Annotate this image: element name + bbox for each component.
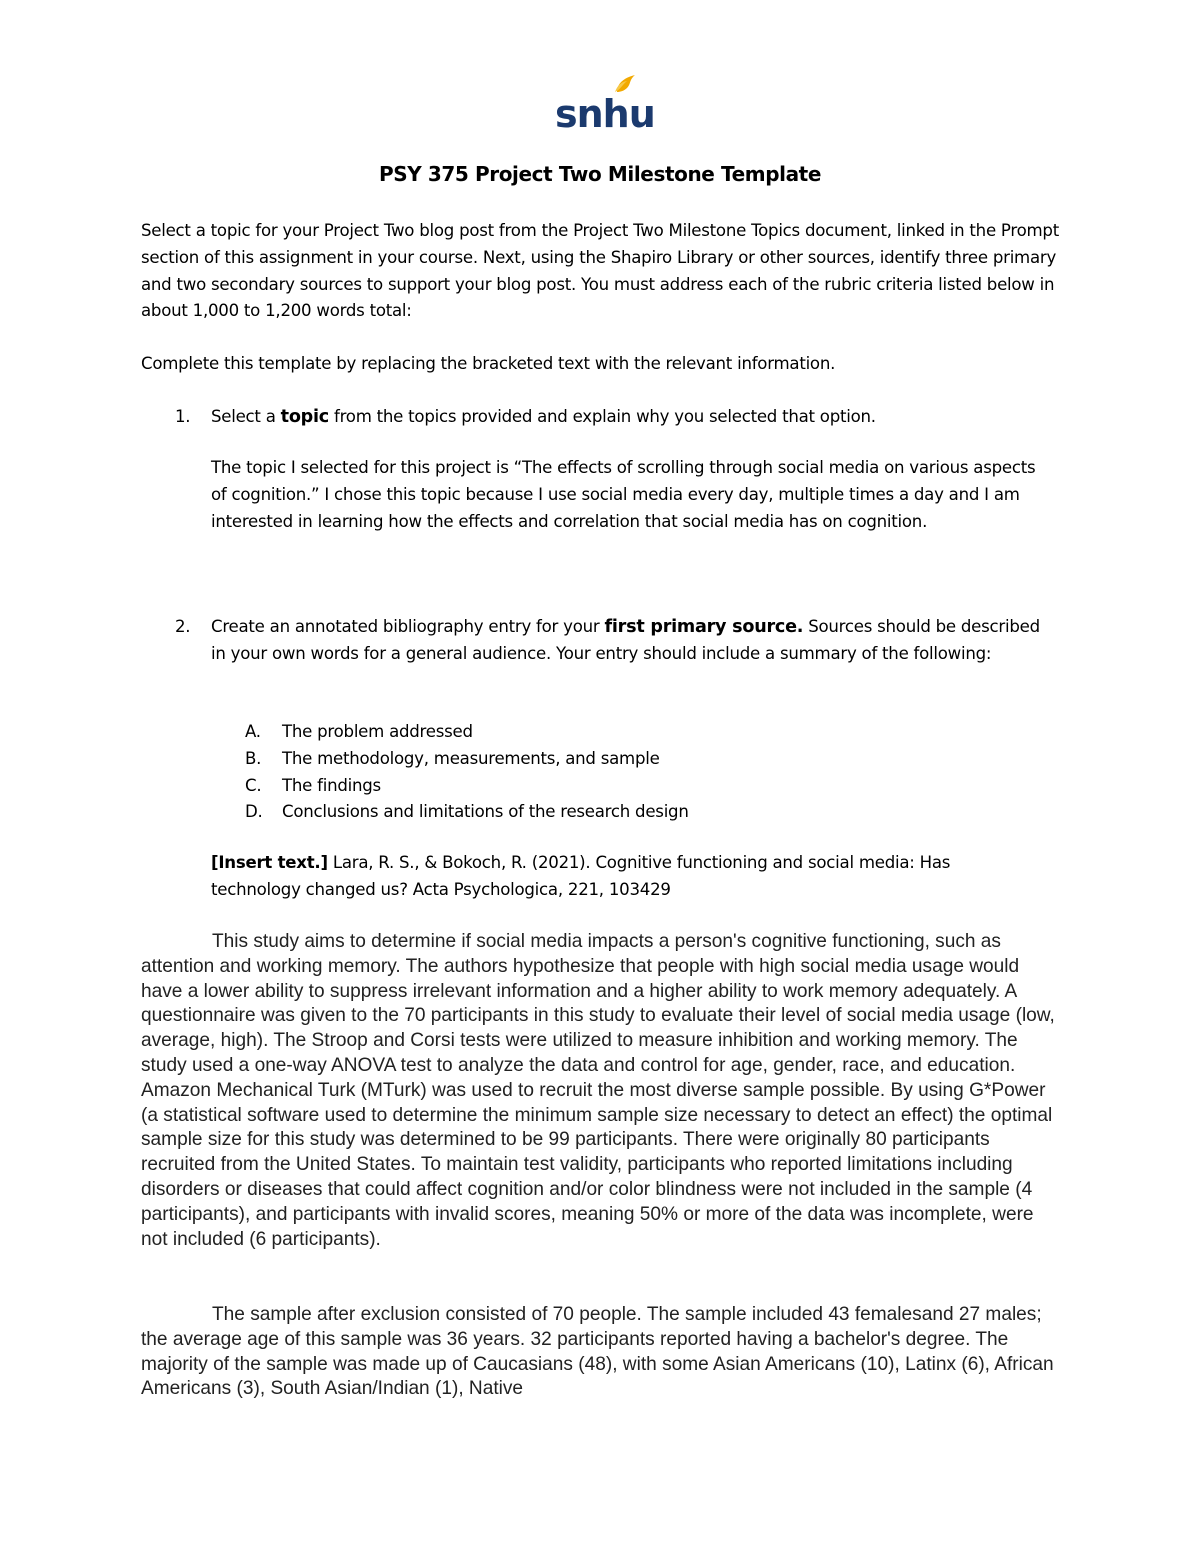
item-2-prompt [211,614,1041,668]
list-item: A. The problem addressed [245,722,473,741]
list-item: D. Conclusions and limitations of the research design [245,802,689,822]
citation-text: Lara, R. S., & Bokoch, R. (2021). Cognitive functioning and social media: Has technology changed us? Acta Psychologica, 221, 103429 [211,853,951,899]
intro-paragraph: Select a topic for your Project Two blog post from the Project Two Milestone Topics document, linked in the Prompt section of this assignment in your course. Next, using the Shapiro Library or other sources, identify three primary and two secondary sources to support your blog post. You must address each of the rubric criteria listed below in about 1,000 to 1,200 words total: [141,221,1059,321]
citation-placeholder: [Insert text.] [211,853,328,872]
item-1-prefix: Select a [211,407,281,426]
item-1-bold: topic [280,407,329,427]
citation [211,850,1011,904]
item-2-prefix: Create an annotated bibliography entry for your [211,617,605,636]
item-1-prompt [211,404,1061,431]
item-1-number: 1. [175,407,191,426]
summary-paragraph-2: The sample after exclusion consisted of 70 people. The sample included 43 femalesand 27 males; the average age of this sample was 36 years. 32 participants reported having a bachelor's degree. The majority of the sample was made up of Caucasians (48), with some Asian Americans (10), Latinx (6), African Americans (3), South Asian/Indian (1), Native [141,1304,1054,1400]
snhu-logo [555,72,655,136]
item-2-suffix: Sources should be described in your own words for a general audience. Your entry should include a summary of the following: [211,617,1040,663]
page-title: PSY 375 Project Two Milestone Template [378,162,822,186]
item-1-suffix: from the topics provided and explain why you selected that option. [328,407,876,426]
item-2-bold: first primary source. [604,617,804,637]
logo-text: snhu [555,92,655,136]
item-1-answer: The topic I selected for this project is “The effects of scrolling through social media on various aspects of cognition.” I chose this topic because I use social media every day, multiple times a day and I am interested in learning how the effects and correlation that social media has on cognition. [211,458,1036,531]
summary-paragraph-1: This study aims to determine if social media impacts a person's cognitive functioning, such as attention and working memory. The authors hypothesize that people with high social media usage would have a lower ability to suppress irrelevant information and a higher ability to work memory adequately. A questionnaire was given to the 70 participants in this study to evaluate their level of social media usage (low, average, high). The Stroop and Corsi tests were utilized to measure inhibition and working memory. The study used a one-way ANOVA test to analyze the data and control for age, gender, race, and education. Amazon Mechanical Turk (MTurk) was used to recruit the most diverse sample possible. By using G*Power (a statistical software used to determine the minimum sample size necessary to detect an effect) the optimal sample size for this study was determined to be 99 participants. There were originally 80 participants recruited from the United States. To maintain test validity, participants who reported limitations including disorders or diseases that could affect cognition and/or color blindness were not included in the sample (4 participants), and participants with invalid scores, meaning 50% or more of the data was incomplete, were not included (6 participants). [141,931,1055,1250]
list-item: B. The methodology, measurements, and sample [245,748,660,768]
complete-instruction: Complete this template by replacing the bracketed text with the relevant information. [141,354,836,373]
list-item: C. The findings [245,775,381,795]
rubric-sublist [245,719,689,826]
item-2-number: 2. [175,617,191,636]
